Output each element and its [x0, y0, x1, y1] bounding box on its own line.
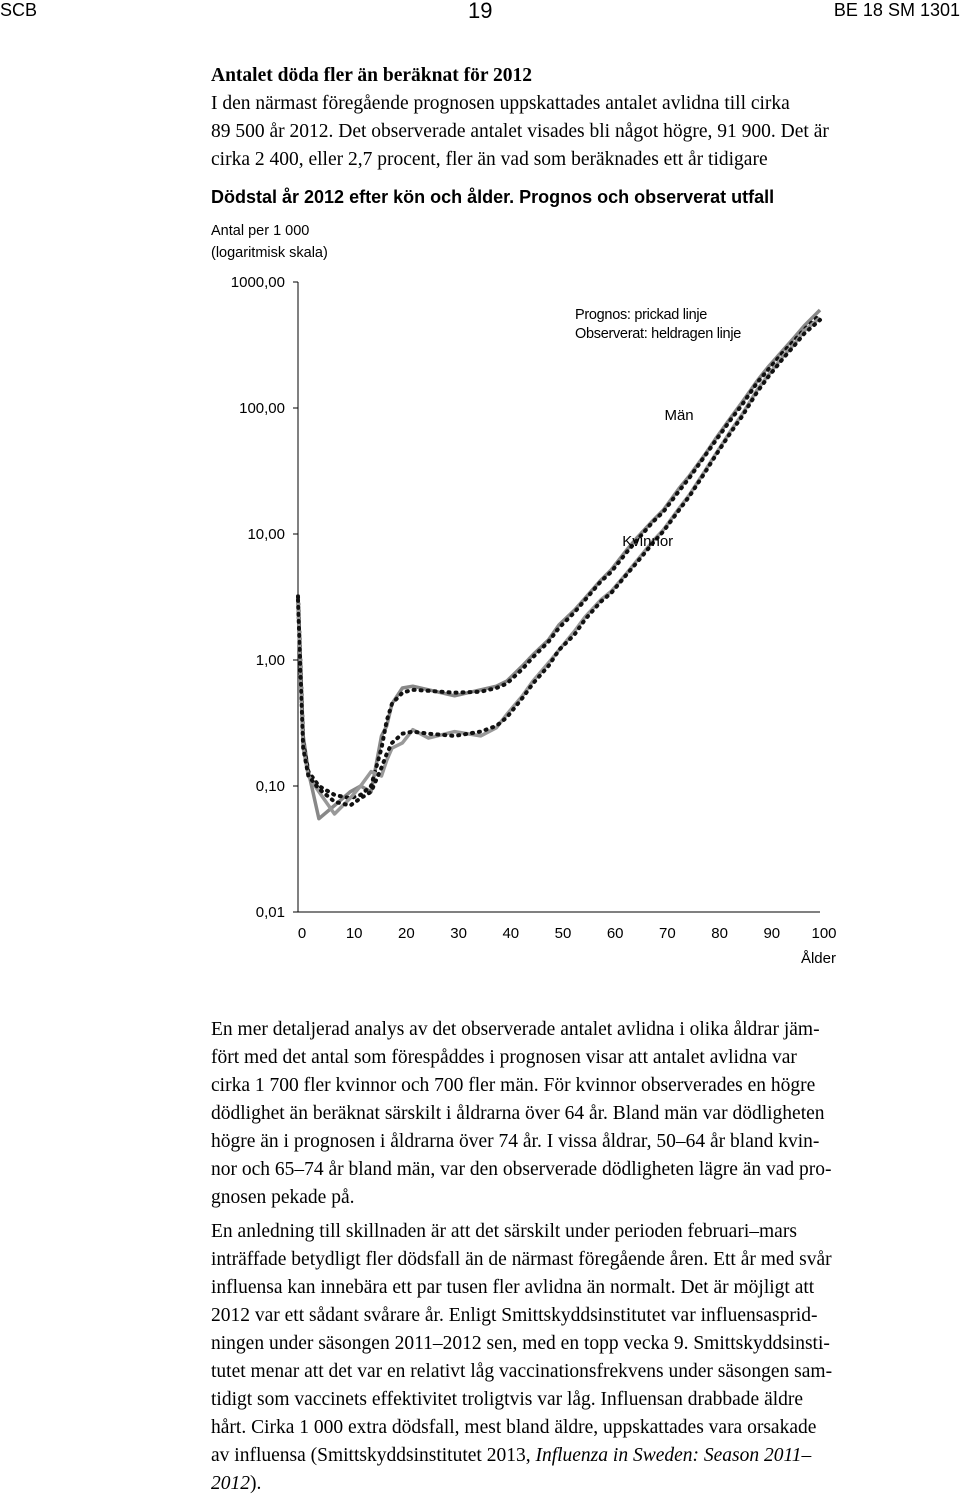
paragraph-line — [211, 1470, 960, 1498]
y-tick-label: 1000,00 — [230, 274, 285, 291]
x-tick-label: 0 — [297, 925, 307, 942]
x-tick-label: 100 — [811, 925, 837, 942]
x-axis-label: Ålder — [800, 950, 836, 967]
paragraph-line: En anledning till skillnaden är att det särskilt under perioden februari–mars — [211, 1221, 797, 1242]
x-tick-label: 20 — [398, 925, 415, 942]
paragraph-line: cirka 1 700 fler kvinnor och 700 fler män. För kvinnor observerades en högre — [211, 1075, 816, 1096]
citation-title: Influenza in Sweden: Season 2011– — [535, 1445, 812, 1466]
citation-suffix: ). — [250, 1473, 262, 1494]
y-tick-label: 1,00 — [255, 652, 285, 669]
series-forecast-line — [298, 315, 820, 799]
x-tick-label: 40 — [502, 925, 520, 942]
header-left: SCB — [0, 0, 38, 20]
intro-line: I den närmast föregående prognosen uppskattades antalet avlidna till cirka — [211, 93, 790, 114]
paragraph-line: 2012 var ett sådant svårare år. Enligt Smittskyddsinstitutet var influensasprid- — [211, 1305, 818, 1326]
legend-entry: Observerat: heldragen linje — [575, 326, 741, 342]
paragraph-line: dödlighet än beräknat särskilt i åldrarna över 64 år. Bland män var dödligheten — [211, 1103, 825, 1124]
chart-labels — [231, 274, 837, 967]
section-heading: Antalet döda fler än beräknat för 2012 — [211, 65, 533, 86]
legend-entry: Prognos: prickad linje — [575, 307, 708, 323]
y-axis-label-line: (logaritmisk skala) — [211, 245, 328, 261]
y-tick-label: 0,01 — [255, 904, 285, 921]
page-number: 19 — [468, 0, 493, 23]
paragraph-line: högre än i prognosen i åldrarna över 74 år. I vissa åldrar, 50–64 år bland kvin- — [211, 1131, 820, 1152]
paragraph-line: gnosen pekade på. — [211, 1187, 355, 1208]
x-tick-label: 10 — [345, 925, 363, 942]
series-forecast-line — [298, 320, 820, 806]
paragraph-line: En mer detaljerad analys av det observerade antalet avlidna i olika åldrar jäm- — [211, 1019, 820, 1040]
paragraph-line — [211, 1442, 960, 1470]
series-observed-line — [298, 318, 820, 814]
paragraph-line: inträffade betydligt fler dödsfall än de närmast föregående åren. Ett år med svår — [211, 1249, 832, 1270]
series-annotation: Kvinnor — [622, 533, 674, 551]
intro-line: 89 500 år 2012. Det observerade antalet visades bli något högre, 91 900. Det är — [211, 121, 829, 142]
x-tick-label: 50 — [554, 925, 572, 942]
x-tick-label: 80 — [711, 925, 728, 942]
paragraph-line: influensa kan innebära ett par tusen fler avlidna än normalt. Det är möjligt att — [211, 1277, 815, 1298]
chart-axes — [293, 282, 820, 912]
paragraph-line: tutet menar att det var en relativt låg vaccinationsfrekvens under säsongen sam- — [211, 1361, 833, 1382]
paragraph-line: hårt. Cirka 1 000 extra dödsfall, mest bland äldre, uppskattades vara orsakade — [211, 1417, 817, 1438]
y-tick-label: 100,00 — [239, 400, 285, 417]
paragraph-line: fört med det antal som förespåddes i prognosen visar att antalet avlidna var — [211, 1047, 797, 1068]
intro-paragraph — [211, 90, 931, 174]
chart-series — [298, 310, 820, 819]
y-tick-label: 10,00 — [247, 526, 285, 543]
y-axis-label-line: Antal per 1 000 — [211, 223, 310, 239]
y-axis-label — [211, 220, 328, 264]
intro-line: cirka 2 400, eller 2,7 procent, fler än vad som beräknades ett år tidigare — [211, 149, 768, 170]
citation-title-cont: 2012 — [211, 1473, 250, 1494]
x-tick-label: 90 — [763, 925, 781, 942]
paragraph-1 — [211, 1016, 960, 1212]
x-tick-label: 60 — [606, 925, 624, 942]
chart-title: Dödstal år 2012 efter kön och ålder. Prognos och observerat utfall — [211, 187, 775, 207]
series-observed-line — [298, 310, 820, 819]
header-right: BE 18 SM 1301 — [833, 0, 960, 20]
paragraph-line: ningen under säsongen 2011–2012 sen, med en topp vecka 9. Smittskyddsinsti- — [211, 1333, 830, 1354]
paragraph-2 — [211, 1218, 960, 1498]
paragraph-line: tidigt som vaccinets effektivitet troligtvis var låg. Influensan drabbade äldre — [211, 1389, 804, 1410]
x-tick-label: 70 — [659, 925, 676, 942]
series-annotation: Män — [664, 407, 694, 425]
y-tick-label: 0,10 — [255, 778, 285, 795]
x-tick-label: 30 — [450, 925, 467, 942]
citation-prefix: av influensa (Smittskyddsinstitutet 2013, — [211, 1445, 536, 1466]
paragraph-line: nor och 65–74 år bland män, var den observerade dödligheten lägre än vad pro- — [211, 1159, 832, 1180]
mortality-chart — [0, 270, 960, 970]
